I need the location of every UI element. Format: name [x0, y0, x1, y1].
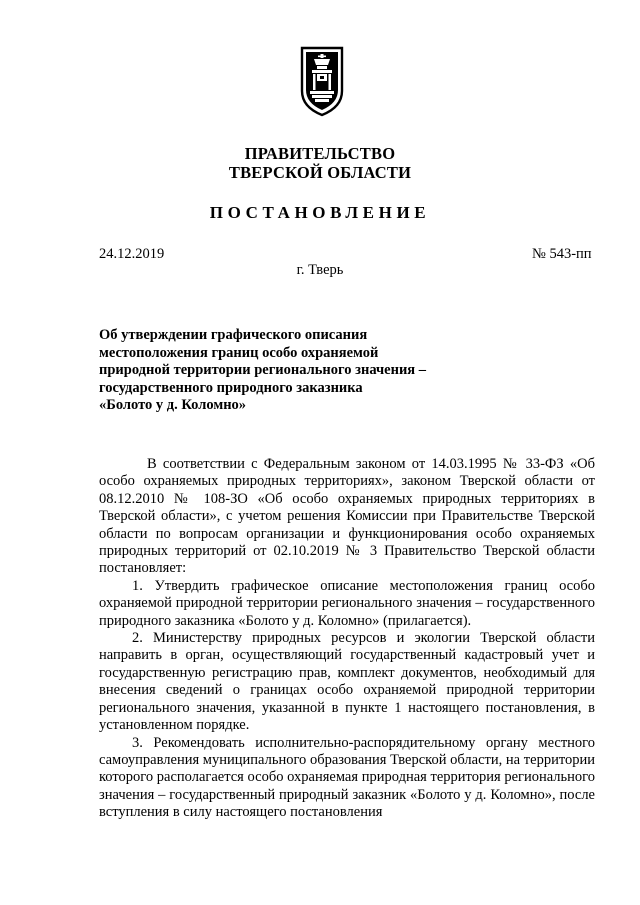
resolution-item-2: 2. Министерству природных ресурсов и экологии Тверской области направить в орган, осуществляющий государственный кадастровый учет и государственную регистрацию прав, комплект документов, необходимый для внесения сведений о границах особо охраняемой природной территории регионального значения, указанной в пункте 1 настоящего постановления, в установленном порядке. — [99, 630, 595, 734]
tver-coat-of-arms-icon — [299, 45, 345, 117]
document-body — [99, 456, 595, 822]
subject-line: местоположения границ особо охраняемой — [99, 344, 379, 361]
resolution-item-3: 3. Рекомендовать исполнительно-распорядительному органу местного самоуправления муниципального образования Тверской области, на территории которого располагается особо охраняемая природная территория регионального значения – государственный природный заказник «Болото у д. Коломно», после вступления в силу настоящего постановления — [99, 734, 595, 821]
subject-line: Об утверждении графического описания — [99, 327, 368, 343]
document-subject — [99, 327, 429, 415]
document-date: 24.12.2019 — [99, 246, 165, 262]
subject-line: государственного природного заказника — [99, 379, 363, 396]
subject-line: природной территории регионального значения – — [99, 362, 427, 378]
preamble-paragraph: В соответствии с Федеральным законом от 14.03.1995 № 33-ФЗ «Об особо охраняемых природных территориях», законом Тверской области от 08.12.2010 № 108-ЗО «Об особо охраняемых природных территориях в Тверской области», с учетом решения Комиссии при Правительстве Тверской области по вопросам организации и функционирования особо охраняемых природных территорий от 02.10.2019 № 3 Правительство Тверской области постановляет: — [99, 456, 595, 577]
document-type-title: ПОСТАНОВЛЕНИЕ — [209, 203, 431, 222]
government-name-line1: ПРАВИТЕЛЬСТВО — [244, 144, 396, 163]
resolution-item-1: 1. Утвердить графическое описание местоположения границ особо охраняемой природной территории регионального значения – государственного природного заказника «Болото у д. Коломно» (прилагается). — [99, 577, 595, 629]
subject-line: «Болото у д. Коломно» — [99, 397, 247, 413]
government-name-line2: ТВЕРСКОЙ ОБЛАСТИ — [228, 163, 412, 182]
document-city: г. Тверь — [296, 262, 344, 278]
document-number: № 543-пп — [532, 246, 592, 262]
